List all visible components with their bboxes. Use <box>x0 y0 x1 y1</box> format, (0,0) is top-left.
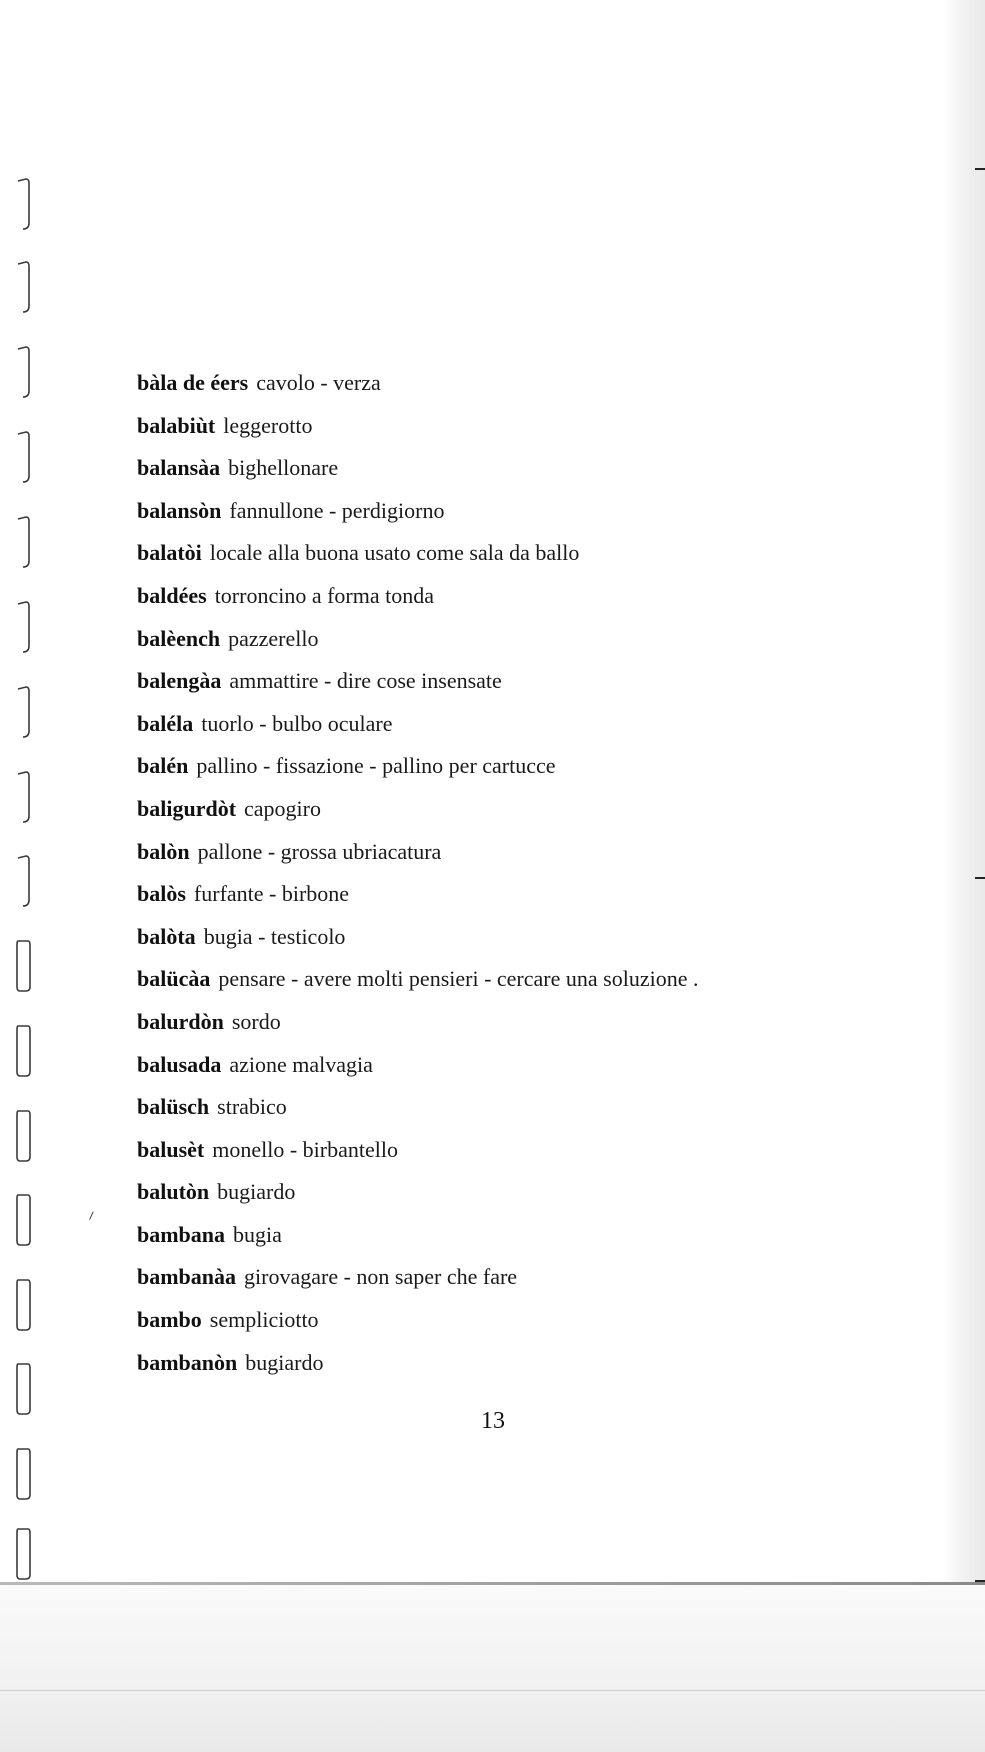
binding-ring <box>14 258 32 316</box>
dictionary-entry <box>137 447 857 490</box>
binding-ring <box>14 428 32 486</box>
entry-headword: bàla de éers <box>137 370 249 395</box>
dictionary-entry <box>137 703 857 746</box>
entry-definition: locale alla buona usato come sala da ballo <box>209 540 580 566</box>
binding-ring <box>14 175 32 233</box>
entry-definition: torroncino a forma tonda <box>214 582 434 608</box>
entry-headword: balòta <box>137 923 196 949</box>
entry-definition: azione malvagia <box>229 1051 373 1077</box>
entry-headword: balurdòn <box>137 1008 224 1034</box>
dictionary-entry <box>137 831 857 874</box>
dictionary-entry <box>137 1342 857 1385</box>
dictionary-entry <box>137 1299 857 1342</box>
dictionary-entry <box>137 1044 857 1087</box>
dictionary-entry <box>137 532 857 575</box>
entry-headword: balatòi <box>137 540 202 566</box>
entry-definition: cavolo - verza <box>256 370 381 395</box>
binding-ring <box>14 1107 32 1165</box>
entry-definition: bugia <box>233 1221 282 1247</box>
dictionary-entry <box>137 405 857 448</box>
entry-definition: sordo <box>231 1008 281 1034</box>
entry-definition: ammattire - dire cose insensate <box>229 668 502 694</box>
dictionary-entry <box>137 1086 857 1129</box>
entry-definition: leggerotto <box>223 412 313 438</box>
entry-headword: baligurdòt <box>137 795 237 821</box>
binding-ring <box>14 1525 32 1583</box>
dictionary-entry <box>137 788 857 831</box>
binding-ring <box>14 937 32 995</box>
dictionary-entry <box>137 362 857 405</box>
dictionary-entry <box>137 1214 857 1257</box>
entry-headword: balòn <box>137 838 190 864</box>
entry-headword: balengàa <box>137 668 222 694</box>
entry-headword: bambanàa <box>137 1264 237 1290</box>
binding-ring <box>14 852 32 910</box>
dictionary-entry <box>137 660 857 703</box>
binding-ring <box>14 513 32 571</box>
page-bottom-fold <box>0 1690 985 1691</box>
dictionary-entry <box>137 618 857 661</box>
entry-headword: balücàa <box>137 966 211 992</box>
binding-ring <box>14 768 32 826</box>
entry-headword: balòs <box>137 881 186 907</box>
entry-definition: pensare - avere molti pensieri - cercare una soluzione . <box>218 966 699 992</box>
entry-headword: bambana <box>137 1221 226 1247</box>
dictionary-entry <box>137 916 857 959</box>
entry-headword: balén <box>137 753 189 779</box>
entry-definition: pazzerello <box>228 625 319 651</box>
entry-headword: balüsch <box>137 1094 210 1120</box>
entry-headword: balansàa <box>137 455 221 481</box>
entry-definition: pallone - grossa ubriacatura <box>197 838 442 864</box>
dictionary-entry <box>137 1001 857 1044</box>
entry-definition: bugiardo <box>217 1179 296 1205</box>
binding-ring <box>14 1191 32 1249</box>
entry-definition: monello - birbantello <box>212 1136 398 1162</box>
page-bottom-edge <box>0 1582 985 1585</box>
dictionary-entry <box>137 873 857 916</box>
binding-ring <box>14 1445 32 1503</box>
binding-ring <box>14 1276 32 1334</box>
dictionary-entry <box>137 490 857 533</box>
dictionary-entry <box>137 1129 857 1172</box>
entry-definition: furfante - birbone <box>193 881 350 907</box>
entry-headword: baléla <box>137 710 194 736</box>
entry-definition: capogiro <box>244 795 321 821</box>
entry-definition: bighellonare <box>228 455 339 481</box>
dictionary-entry <box>137 1256 857 1299</box>
entry-headword: balansòn <box>137 497 222 523</box>
entry-headword: balusada <box>137 1051 222 1077</box>
binding-ring <box>14 1360 32 1418</box>
dictionary-entry <box>137 958 857 1001</box>
entry-headword: balutòn <box>137 1179 210 1205</box>
entry-definition: girovagare - non saper che fare <box>244 1264 518 1290</box>
entry-definition: sempliciotto <box>209 1307 319 1333</box>
dictionary-entry <box>137 1171 857 1214</box>
entry-definition: strabico <box>217 1094 287 1120</box>
entry-headword: balabiùt <box>137 412 216 438</box>
edge-tick-mark <box>975 168 985 170</box>
entry-definition: pallino - fissazione - pallino per cartucce <box>196 753 556 779</box>
entry-definition: tuorlo - bulbo oculare <box>201 710 393 736</box>
dictionary-entry-list <box>137 362 857 1384</box>
page-right-edge <box>943 0 985 1585</box>
entry-headword: bambo <box>137 1307 202 1333</box>
page-bottom-margin <box>0 1585 985 1752</box>
entry-headword: baldées <box>137 582 207 608</box>
page-number: 13 <box>481 1408 505 1434</box>
dictionary-entry <box>137 575 857 618</box>
edge-tick-mark <box>975 877 985 879</box>
entry-headword: balusèt <box>137 1136 205 1162</box>
entry-headword: bambanòn <box>137 1349 238 1375</box>
dictionary-entry <box>137 745 857 788</box>
stray-pen-mark: ⸍ <box>84 1208 101 1230</box>
entry-definition: fannullone - perdigiorno <box>229 497 445 523</box>
binding-ring <box>14 683 32 741</box>
binding-ring <box>14 1022 32 1080</box>
entry-definition: bugiardo <box>245 1349 324 1375</box>
binding-ring <box>14 343 32 401</box>
entry-definition: bugia - testicolo <box>203 923 346 949</box>
binding-ring <box>14 598 32 656</box>
entry-headword: balèench <box>137 625 221 651</box>
